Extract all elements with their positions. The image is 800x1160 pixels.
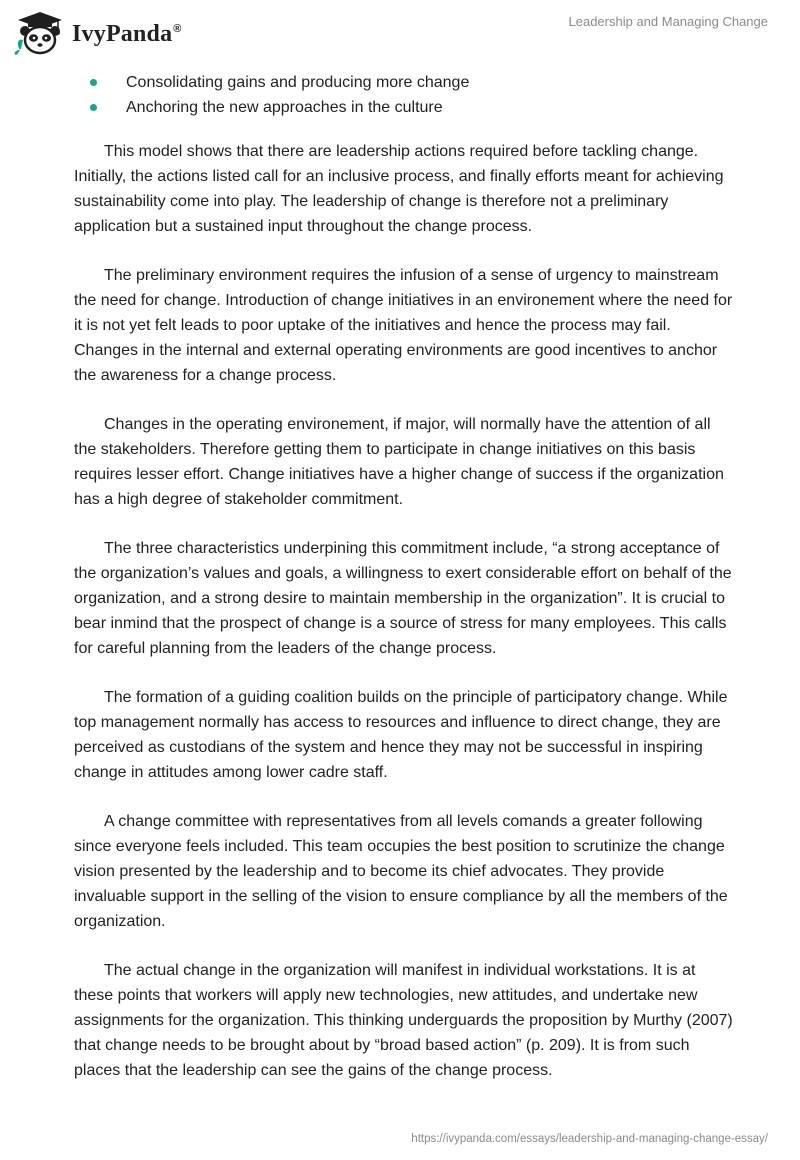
logo-text: IvyPanda® (72, 20, 182, 47)
bullet-dot-icon (90, 79, 97, 86)
paragraph: This model shows that there are leadership actions required before tackling change. Initially, the actions listed call for an inclusive process, and finally efforts meant for achieving sustainability come into play. The leadership of change is therefore not a preliminary application but a sustained input throughout the change process. (74, 143, 724, 235)
page-header (0, 0, 800, 70)
ivypanda-logo[interactable] (14, 10, 182, 56)
paragraph: The preliminary environment requires the infusion of a sense of urgency to mainstream the need for change. Introduction of change initiatives in an environement where the need for it is not yet felt leads to poor uptake of the initiatives and hence the process may fail. Changes in the internal and external operating environments are good incentives to anchor the awareness for a change process. (74, 267, 733, 384)
list-item-text: Consolidating gains and producing more change (126, 74, 470, 91)
essay-body (74, 70, 734, 1083)
paragraph: A change committee with representatives from all levels comands a greater following since everyone feels included. This team occupies the best position to scrutinize the change vision presented by the leadership and to become its chief advocates. They provide invaluable support in the selling of the vision to ensure compliance by all the members of the organization. (74, 813, 728, 930)
essay-title: Leadership and Managing Change (568, 14, 768, 29)
panda-graduate-icon (14, 10, 66, 56)
bullet-list (74, 70, 734, 120)
paragraph: The formation of a guiding coalition builds on the principle of participatory change. While top management normally has access to resources and influence to direct change, they are perceived as custodians of the system and hence they may not be successful in inspiring change in attitudes among lower cadre staff. (74, 689, 728, 781)
source-url: https://ivypanda.com/essays/leadership-and-managing-change-essay/ (411, 1133, 768, 1145)
paragraph: The actual change in the organization will manifest in individual workstations. It is at these points that workers will apply new technologies, new attitudes, and undertake new assignments for the organization. This thinking underguards the proposition by Murthy (2007) that change needs to be brought about by “broad based action” (p. 209). It is from such places that the leadership can see the gains of the change process. (74, 962, 733, 1079)
paragraph: The three characteristics underpining this commitment include, “a strong acceptance of the organization’s values and goals, a willingness to exert considerable effort on behalf of the organization, and a strong desire to maintain membership in the organization”. It is crucial to bear inmind that the prospect of change is a source of stress for many employees. This calls for careful planning from the leaders of the change process. (74, 540, 732, 657)
bullet-dot-icon (90, 104, 97, 111)
list-item-text: Anchoring the new approaches in the culture (126, 99, 443, 116)
list-item (74, 70, 734, 95)
paragraph: Changes in the operating environement, if major, will normally have the attention of all the stakeholders. Therefore getting them to participate in change initiatives on this basis requires lesser effort. Change initiatives have a higher change of success if the organization has a high degree of stakeholder commitment. (74, 416, 724, 508)
registered-mark: ® (173, 22, 182, 35)
list-item (74, 95, 734, 120)
